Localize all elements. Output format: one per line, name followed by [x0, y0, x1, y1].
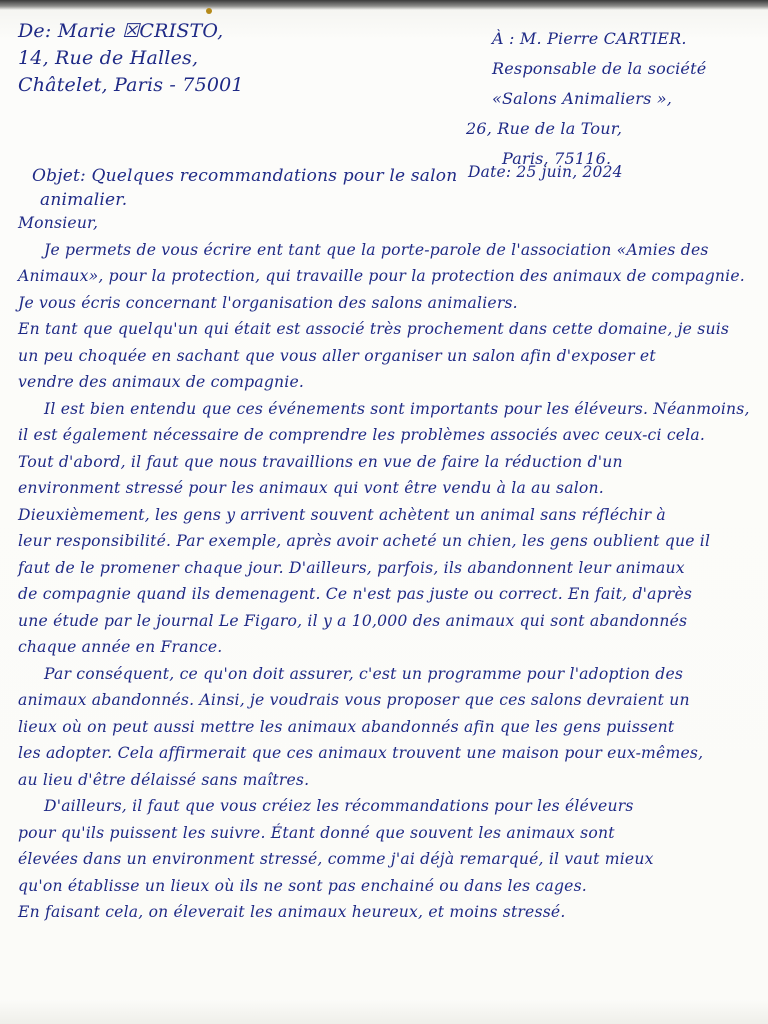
recipient-line: À : M. Pierre CARTIER. — [492, 29, 687, 48]
letter-date: Date: 25 juin, 2024 — [468, 163, 623, 181]
subject-line: animalier. — [40, 190, 128, 210]
body-line: Dieuxièmement, les gens y arrivent souvent achètent un animal sans réfléchir à — [18, 505, 666, 524]
body-line: D'ailleurs, il faut que vous créiez les récommandations pour les éléveurs — [44, 797, 634, 815]
subject-line: Objet: Quelques recommandations pour le salon — [32, 166, 458, 186]
body-line: vendre des animaux de compagnie. — [18, 373, 305, 391]
recipient-line: Paris, 75116. — [502, 149, 612, 168]
body-line: au lieu d'être délaissé sans maîtres. — [18, 770, 310, 789]
recipient-line: 26, Rue de la Tour, — [466, 119, 623, 138]
pin-mark — [206, 8, 212, 14]
body-line: une étude par le journal Le Figaro, il y a 10,000 des animaux qui sont abandonnés — [18, 611, 688, 630]
body-line: Je permets de vous écrire ent tant que la porte-parole de l'association «Amies des — [44, 240, 709, 259]
body-line: En tant que quelqu'un qui était est associé très prochement dans cette domaine, je suis — [18, 320, 730, 338]
body-line: animaux abandonnés. Ainsi, je voudrais vous proposer que ces salons devraient un — [18, 691, 690, 709]
letter-subject — [32, 164, 462, 212]
body-line: élevées dans un environment stressé, comme j'ai déjà remarqué, il vaut mieux — [18, 850, 654, 868]
body-line: de compagnie quand ils demenagent. Ce n'est pas juste ou correct. En fait, d'après — [18, 585, 693, 603]
letter-body — [18, 210, 758, 926]
body-line: Animaux», pour la protection, qui travaille pour la protection des animaux de compagnie. — [18, 267, 745, 285]
sender-address — [18, 18, 248, 99]
body-line: un peu choquée en sachant que vous aller organiser un salon afin d'exposer et — [18, 346, 656, 365]
scan-edge — [0, 0, 768, 10]
body-line: environment stressé pour les animaux qui vont être vendu à la au salon. — [18, 479, 604, 497]
salutation: Monsieur, — [18, 214, 99, 232]
body-line: En faisant cela, on éleverait les animaux heureux, et moins stressé. — [18, 903, 566, 921]
body-line: les adopter. Cela affirmerait que ces animaux trouvent une maison pour eux-mêmes, — [18, 744, 704, 762]
recipient-address — [466, 24, 756, 174]
body-line: qu'on établisse un lieux où ils ne sont pas enchainé ou dans les cages. — [18, 876, 587, 895]
recipient-line: Responsable de la société — [492, 59, 707, 78]
body-line: pour qu'ils puissent les suivre. Étant donné que souvent les animaux sont — [18, 823, 615, 842]
body-line: chaque année en France. — [18, 638, 223, 656]
body-line: Il est bien entendu que ces événements sont importants pour les éléveurs. Néanmoins, — [44, 399, 750, 418]
sender-line: 14, Rue de Halles, — [18, 47, 199, 69]
sender-line: De: Marie ☒CRISTO, — [18, 20, 224, 42]
body-line: Par conséquent, ce qu'on doit assurer, c'est un programme pour l'adoption des — [44, 664, 684, 683]
body-line: il est également nécessaire de comprendre les problèmes associés avec ceux-ci cela. — [18, 426, 706, 444]
recipient-line: «Salons Animaliers », — [492, 89, 673, 108]
body-line: faut de le promener chaque jour. D'ailleurs, parfois, ils abandonnent leur animaux — [18, 558, 685, 577]
sender-line: Châtelet, Paris - 75001 — [18, 74, 244, 96]
body-line: lieux où on peut aussi mettre les animaux abandonnés afin que les gens puissent — [18, 717, 675, 736]
body-line: Je vous écris concernant l'organisation des salons animaliers. — [18, 293, 518, 312]
body-line: Tout d'abord, il faut que nous travaillions en vue de faire la réduction d'un — [18, 452, 623, 471]
body-line: leur responsibilité. Par exemple, après avoir acheté un chien, les gens oublient que il — [18, 532, 711, 550]
